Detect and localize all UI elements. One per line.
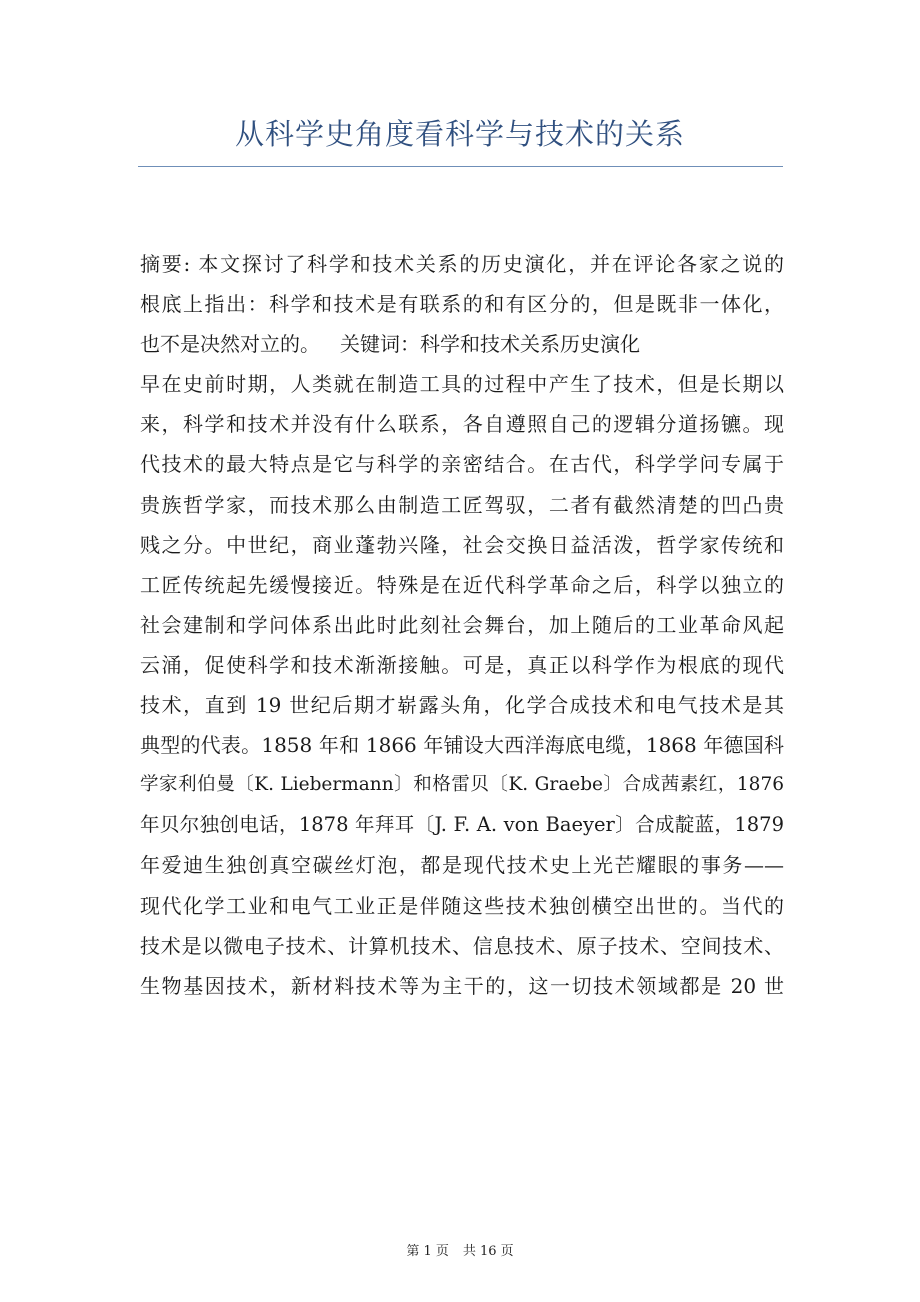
body-line: 贱之分。中世纪，商业蓬勃兴隆，社会交换日益活泼，哲学家传统和 bbox=[140, 532, 784, 557]
abstract-line: 根底上指出：科学和技术是有联系的和有区分的，但是既非一体化， bbox=[140, 292, 784, 317]
body-line: 技术是以微电子技术、计算机技术、信息技术、原子技术、空间技术、 bbox=[140, 933, 784, 958]
body-line: 代技术的最大特点是它与科学的亲密结合。在古代，科学学问专属于 bbox=[140, 452, 784, 477]
page-number: 第 1 页 bbox=[406, 1244, 449, 1259]
body-line: 年爱迪生独创真空碳丝灯泡，都是现代技术史上光芒耀眼的事务—— bbox=[140, 853, 784, 878]
body-line: 工匠传统起先缓慢接近。特殊是在近代科学革命之后，科学以独立的 bbox=[140, 572, 784, 597]
body-line: 来，科学和技术并没有什么联系，各自遵照自己的逻辑分道扬镳。现 bbox=[140, 412, 784, 437]
body-line: 年贝尔独创电话，1878 年拜耳〔J. F. A. von Baeyer〕合成靛蓝，1879 bbox=[140, 813, 784, 837]
body-line: 学家利伯曼〔K. Liebermann〕和格雷贝〔K. Graebe〕合成茜素红，1876 bbox=[140, 774, 784, 796]
document-title: 从科学史角度看科学与技术的关系 bbox=[234, 117, 685, 151]
body-line: 早在史前时期，人类就在制造工具的过程中产生了技术，但是长期以 bbox=[140, 372, 784, 397]
body-line: 云涌，促使科学和技术渐渐接触。可是，真正以科学作为根底的现代 bbox=[140, 652, 784, 677]
document-body bbox=[140, 244, 784, 1006]
title-underline bbox=[138, 166, 783, 167]
body-line: 社会建制和学问体系出此时此刻社会舞台，加上随后的工业革命风起 bbox=[140, 612, 784, 637]
abstract-line: 也不是决然对立的。 bbox=[140, 332, 320, 357]
body-line: 技术，直到 19 世纪后期才崭露头角，化学合成技术和电气技术是其 bbox=[140, 693, 784, 718]
page-total: 共 16 页 bbox=[462, 1244, 514, 1259]
body-line: 生物基因技术，新材料技术等为主干的，这一切技术领域都是 20 世 bbox=[140, 973, 784, 998]
abstract-line: 摘要: 本文探讨了科学和技术关系的历史演化，并在评论各家之说的 bbox=[140, 252, 784, 276]
page-footer bbox=[0, 1240, 920, 1259]
body-line: 现代化学工业和电气工业正是伴随这些技术独创横空出世的。当代的 bbox=[140, 893, 784, 918]
body-line: 贵族哲学家，而技术那么由制造工匠驾驭，二者有截然清楚的凹凸贵 bbox=[140, 492, 784, 517]
body-line: 典型的代表。1858 年和 1866 年铺设大西洋海底电缆，1868 年德国科 bbox=[140, 733, 784, 758]
keywords: 关键词：科学和技术关系历史演化 bbox=[340, 332, 640, 357]
abstract-keywords-line bbox=[140, 324, 784, 364]
